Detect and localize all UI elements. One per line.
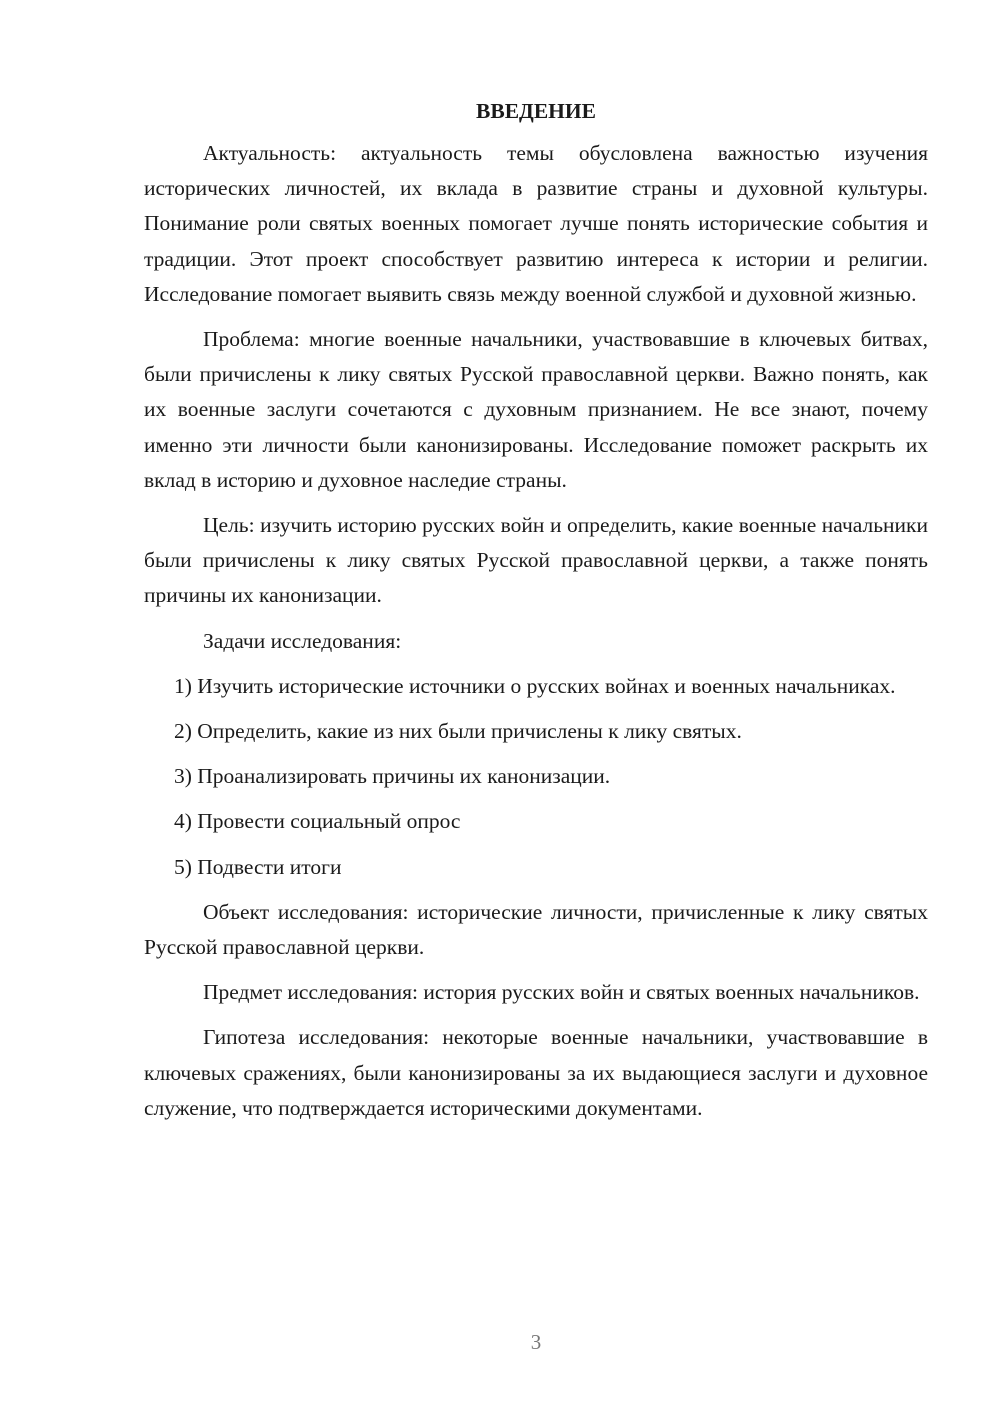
page-number: 3 bbox=[530, 1330, 542, 1354]
tasks-heading: Задачи исследования: bbox=[203, 628, 402, 653]
document-page bbox=[144, 96, 928, 1136]
task-item: 2) Определить, какие из них были причислены к лику святых. bbox=[174, 719, 742, 744]
goal-paragraph: Цель: изучить историю русских войн и определить, какие военные начальники были причислены к лику святых Русской православной церкви, а также понять причины их канонизации. bbox=[144, 513, 928, 608]
task-item: 3) Проанализировать причины их канонизации. bbox=[174, 764, 611, 789]
subject-paragraph: Предмет исследования: история русских войн и святых военных начальников. bbox=[203, 980, 920, 1005]
relevance-paragraph: Актуальность: актуальность темы обусловлена важностью изучения исторических личностей, их вклада в развитие страны и духовной культуры. Понимание роли святых военных помогает лучше понять исторические события и традиции. Этот проект способствует развитию интереса к истории и религии. Исследование помогает выявить связь между военной службой и духовной жизнью. bbox=[144, 141, 928, 306]
section-heading: ВВЕДЕНИЕ bbox=[476, 99, 596, 123]
task-item: 4) Провести социальный опрос bbox=[174, 809, 461, 834]
object-paragraph: Объект исследования: исторические личности, причисленные к лику святых Русской православной церкви. bbox=[144, 899, 928, 960]
problem-paragraph: Проблема: многие военные начальники, участвовавшие в ключевых битвах, были причислены к лику святых Русской православной церкви. Важно понять, как их военные заслуги сочетаются с духовным признанием. Не все знают, почему именно эти личности были канонизированы. Исследование поможет раскрыть их вклад в историю и духовное наследие страны. bbox=[144, 327, 928, 492]
task-item: 1) Изучить исторические источники о русских войнах и военных начальниках. bbox=[174, 673, 896, 698]
hypothesis-paragraph: Гипотеза исследования: некоторые военные начальники, участвовавшие в ключевых сражениях, были канонизированы за их выдающиеся заслуги и духовное служение, что подтверждается историческими документами. bbox=[144, 1025, 928, 1120]
task-item: 5) Подвести итоги bbox=[174, 854, 342, 879]
